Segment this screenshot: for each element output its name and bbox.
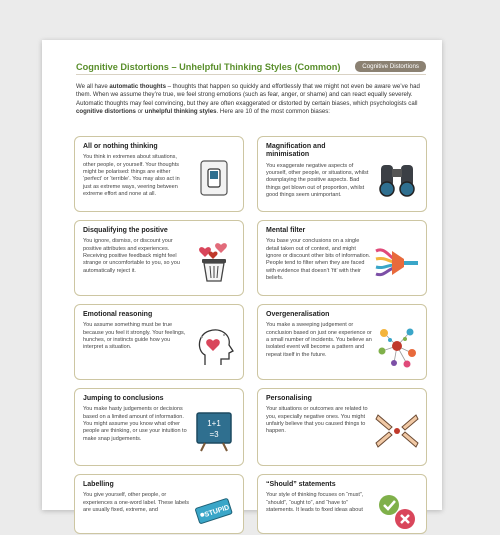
category-tag: Cognitive Distortions (355, 61, 426, 72)
check-cross-icon (374, 489, 420, 535)
card-title: Labelling (83, 481, 114, 488)
card-body: Your situations or outcomes are related to you, especially negative ones. You might unfairly believe that you caused things to happen. (266, 406, 368, 435)
label-tag-text: STUPID (203, 504, 231, 519)
pointing-hands-icon (374, 407, 420, 453)
card-body: You exaggerate negative aspects of yourself, other people, or situations, whilst downplaying the positive aspects. Bad things get blown out of proportion, whilst good things seem unimportant. (266, 162, 369, 198)
card-body: You base your conclusions on a single detail taken out of context, and might ignore or discount other bits of information. People tend to filter when they are faced with evidence that doesn’t ‘fit’ with their beliefs. (266, 238, 371, 281)
filter-icon (374, 239, 420, 285)
header (76, 61, 426, 72)
intro-text: . Here are 10 of the most common biases: (216, 107, 330, 115)
binoculars-icon (374, 155, 420, 201)
hearts-bin-icon (191, 239, 237, 285)
card-disqualifying-positive (74, 220, 244, 296)
intro-paragraph (76, 83, 430, 116)
card-title: Personalising (266, 395, 312, 402)
intro-text: – thoughts that happen so quickly and effortlessly that we might not even be aware we’ve had them. When we assume they’re true, we feel strong emotions (such as fear, anger, or shame) and can react equally severely. Automatic thoughts may feel convincing, but they are often exaggerated or distorted by certain biases, which psychologists call (76, 83, 420, 107)
card-magnification (257, 136, 427, 212)
card-emotional-reasoning (74, 304, 244, 380)
page-title: Cognitive Distortions – Unhelpful Thinking Styles (Common) (76, 61, 341, 72)
head-heart-icon (191, 323, 237, 369)
intro-bold-term: unhelpful thinking styles (144, 107, 217, 115)
card-personalising (257, 388, 427, 466)
card-title: Overgeneralisation (266, 311, 330, 318)
dots-network-icon (374, 323, 420, 369)
svg-text:=3: =3 (209, 430, 219, 439)
card-body: You give yourself, other people, or experiences a one-word label. These labels are usually fixed, extreme, and (83, 492, 189, 513)
svg-text:1+1: 1+1 (207, 419, 221, 428)
card-overgeneralisation (257, 304, 427, 380)
intro-bold-term: cognitive distortions (76, 107, 136, 115)
worksheet-page (42, 40, 442, 519)
intro-text: or (135, 107, 145, 115)
card-jumping-to-conclusions (74, 388, 244, 466)
card-title: Emotional reasoning (83, 311, 153, 318)
title-divider (76, 74, 426, 75)
intro-text: We all have (76, 83, 110, 90)
card-title: “Should” statements (266, 481, 336, 488)
stupid-label-icon (191, 489, 237, 535)
card-body: You make hasty judgements or decisions based on a limited amount of information. You might assume you know what other people are thinking, or use your intuition to make snap judgements. (83, 406, 187, 442)
switch-icon (191, 155, 237, 201)
card-title: Jumping to conclusions (83, 395, 164, 402)
card-title: Mental filter (266, 227, 306, 234)
card-labelling (74, 474, 244, 534)
card-body: You make a sweeping judgement or conclusion based on just one experience or a small number of incidents. You believe an isolated event will become a pattern and repeat itself in the future. (266, 322, 372, 358)
card-title: Disqualifying the positive (83, 227, 168, 234)
card-mental-filter (257, 220, 427, 296)
card-body: You assume something must be true because you feel it strongly. Your feelings, hunches, or instincts guide how you interpret a situation. (83, 322, 186, 351)
card-all-or-nothing (74, 136, 244, 212)
card-body: You ignore, dismiss, or discount your positive attributes and experiences. Receiving positive feedback might feel strange or uncomfortable to you, so you automatically reject it. (83, 238, 180, 274)
intro-bold-term: automatic thoughts (109, 83, 166, 90)
card-body: You think in extremes about situations, other people, or yourself. Your thoughts might be polarised: things are either ‘perfect’ or ‘terrible’. You may also act in just as extreme ways, veering between extreme effort and none at all. (83, 154, 180, 197)
card-body: Your style of thinking focuses on “must”, “should”, “ought to”, and “have to” statements. It leads to fixed ideas about (266, 492, 364, 513)
card-should-statements (257, 474, 427, 534)
card-title: All or nothing thinking (83, 143, 158, 150)
chalkboard-icon (191, 407, 237, 453)
card-title: Magnification and minimisation (266, 143, 326, 159)
